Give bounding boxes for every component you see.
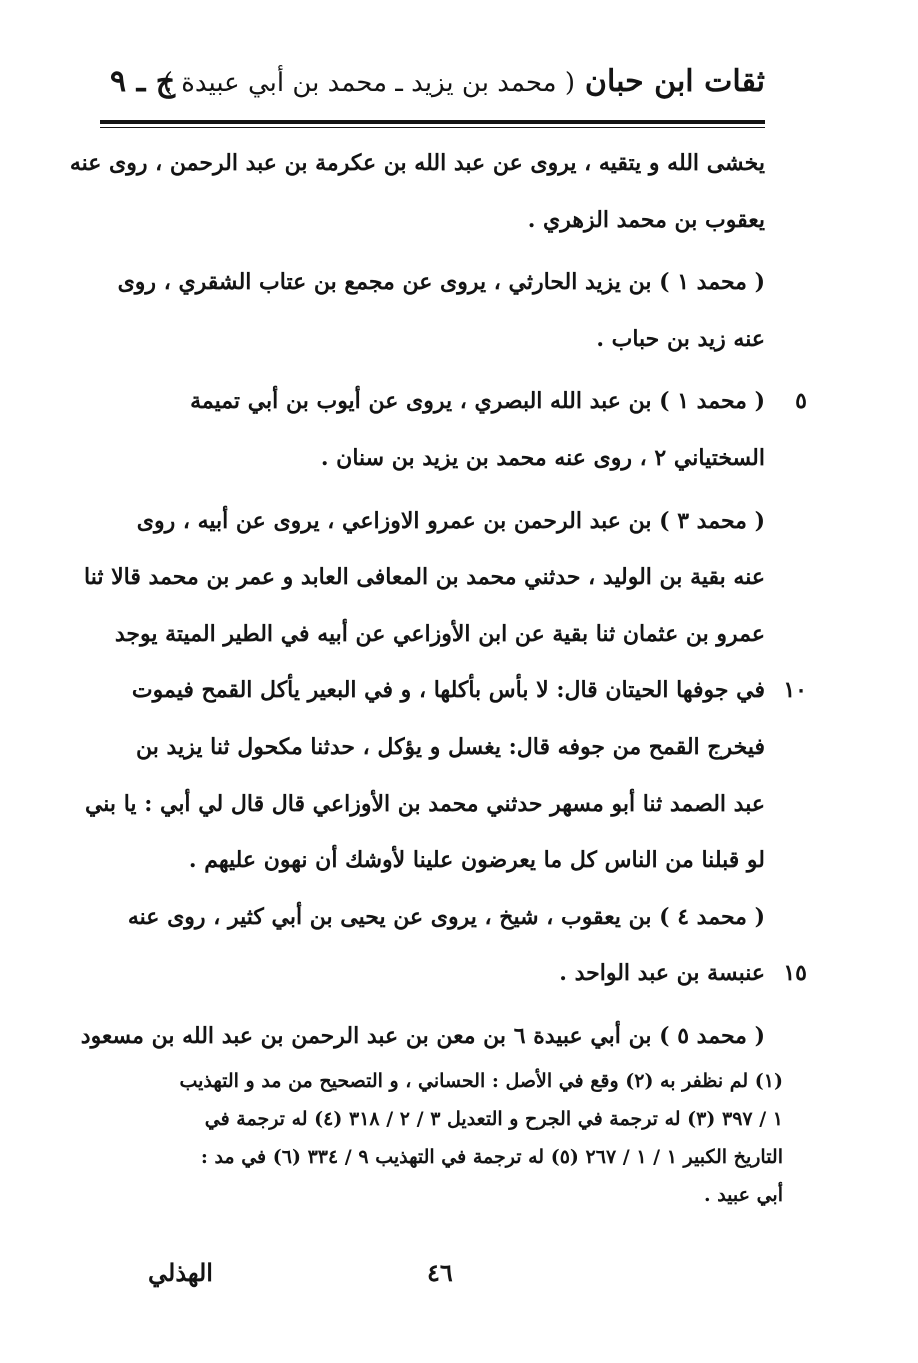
text-line: ( محمد ٥ ) بن أبي عبيدة ٦ بن معن بن عبد الرحمن بن عبد الله بن مسعود: [80, 1022, 765, 1049]
footnote-line: ١ / ٣٩٧ (٣) له ترجمة في الجرح و التعديل ٣ / ٢ / ٣١٨ (٤) له ترجمة في: [204, 1108, 783, 1130]
text-line: ( محمد ١ ) بن يزيد الحارثي ، يروى عن مجمع بن عتاب الشقري ، روى: [117, 269, 765, 296]
text-line: لو قبلنا من الناس كل ما يعرضون علينا لأوشك أن نهون عليهم .: [188, 847, 765, 874]
footnotes: [118, 1062, 783, 1214]
main-text: [69, 135, 807, 1065]
footnote-line: التاريخ الكبير ١ / ١ / ٢٦٧ (٥) له ترجمة في التهذيب ٩ / ٣٣٤ (٦) في مد :: [200, 1146, 783, 1168]
book-title: ثقات ابن حبان: [584, 64, 765, 99]
text-line: السختياني ٢ ، روى عنه محمد بن يزيد بن سنان .: [320, 444, 765, 471]
text-line: ( محمد ٤ ) بن يعقوب ، شيخ ، يروى عن يحيى بن أبي كثير ، روى عنه: [127, 903, 765, 930]
text-line: عنه بقية بن الوليد ، حدثني محمد بن المعافى العابد و عمر بن محمد قالا ثنا: [83, 564, 765, 591]
line-number: ٥: [795, 388, 807, 415]
text-line: فيخرج القمح من جوفه قال: يغسل و يؤكل ، حدثنا مكحول ثنا يزيد بن: [136, 733, 765, 760]
footnote-line: أبي عبيد .: [703, 1184, 783, 1206]
text-line: عنه زيد بن حباب .: [596, 325, 765, 352]
header-rule: [100, 120, 765, 124]
text-line: ١٥ عنبسة بن عبد الواحد .: [118, 945, 765, 1002]
text-line: عمرو بن عثمان ثنا بقية عن ابن الأوزاعي عن أبيه في الطير الميتة يوجد: [114, 620, 765, 647]
line-number: ١٠: [783, 677, 807, 704]
footnote-line: (١) لم نظفر به (٢) وقع في الأصل : الحساني ، و التصحيح من مد و التهذيب: [179, 1070, 783, 1092]
text-line: يعقوب بن محمد الزهري .: [527, 206, 765, 233]
header-rule-thin: [100, 127, 765, 128]
page-number: ٤٦: [427, 1258, 453, 1287]
text-line: ١٠ في جوفها الحيتان قال: لا بأس بأكلها ، و في البعير يأكل القمح فيموت: [118, 662, 765, 719]
text-line: ٥ ( محمد ١ ) بن عبد الله البصري ، يروى عن أيوب بن أبي تميمة: [118, 373, 765, 430]
volume-number: ج ـ ٩: [110, 64, 176, 99]
text-line: عبد الصمد ثنا أبو مسهر حدثني محمد بن الأوزاعي قال قال لي أبي : يا بني: [84, 790, 765, 817]
publisher-mark: الهذلي: [148, 1258, 213, 1287]
section-title: ( محمد بن يزيد ـ محمد بن أبي عبيدة ): [162, 68, 575, 98]
text-line: ( محمد ٣ ) بن عبد الرحمن بن عمرو الاوزاعي ، يروى عن أبيه ، روى: [136, 507, 765, 534]
running-header: [100, 60, 765, 108]
page-footer: [0, 1258, 918, 1298]
text-line: يخشى الله و يتقيه ، يروى عن عبد الله بن عكرمة بن عبد الرحمن ، روى عنه: [69, 150, 765, 176]
line-number: ١٥: [783, 960, 807, 987]
